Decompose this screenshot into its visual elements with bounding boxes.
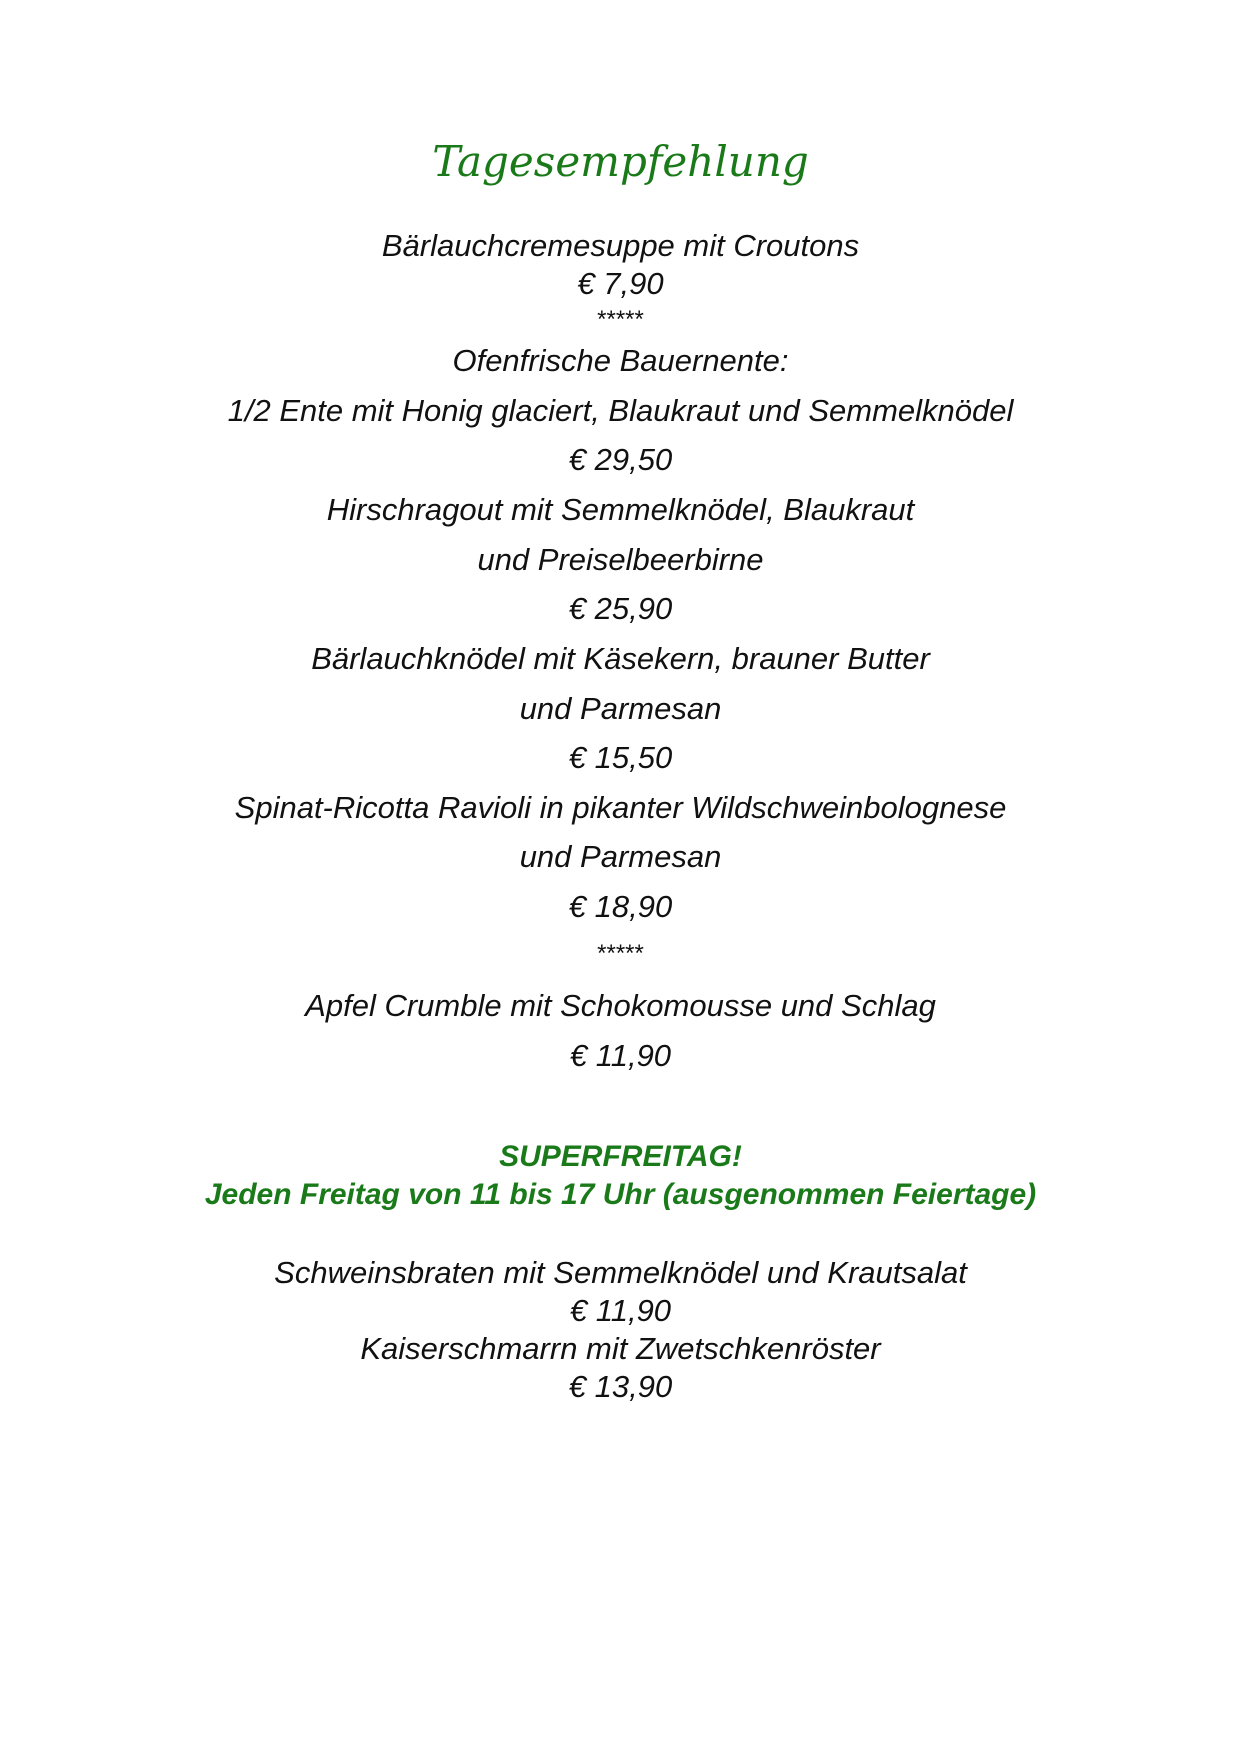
separator-stars: *****	[597, 306, 644, 333]
ravioli-line-2: und Parmesan	[519, 839, 722, 874]
separator-stars: *****	[597, 940, 644, 967]
soup-name: Bärlauchcremesuppe mit Croutons	[381, 228, 860, 263]
dumplings-line-1: Bärlauchknödel mit Käsekern, brauner Butter	[311, 641, 930, 676]
friday-item-price: € 13,90	[568, 1369, 673, 1404]
duck-heading: Ofenfrische Bauernente:	[452, 343, 789, 378]
page-title: Tagesempfehlung	[432, 137, 809, 186]
venison-line-2: und Preiselbeerbirne	[477, 542, 764, 577]
venison-price: € 25,90	[568, 591, 673, 626]
venison-line-1: Hirschragout mit Semmelknödel, Blaukraut	[326, 492, 915, 527]
dessert-name: Apfel Crumble mit Schokomousse und Schlag	[305, 988, 936, 1023]
duck-name: 1/2 Ente mit Honig glaciert, Blaukraut und Semmelknödel	[227, 393, 1014, 428]
friday-item-name: Schweinsbraten mit Semmelknödel und Krautsalat	[274, 1255, 967, 1290]
superfreitag-subheading: Jeden Freitag von 11 bis 17 Uhr (ausgenommen Feiertage)	[204, 1178, 1037, 1211]
ravioli-line-1: Spinat-Ricotta Ravioli in pikanter Wildschweinbolognese	[234, 790, 1007, 825]
friday-item-name: Kaiserschmarrn mit Zwetschkenröster	[360, 1331, 881, 1366]
soup-price: € 7,90	[577, 266, 664, 301]
superfreitag-heading: SUPERFREITAG!	[499, 1140, 742, 1173]
dumplings-price: € 15,50	[568, 740, 673, 775]
duck-price: € 29,50	[568, 442, 673, 477]
dessert-price: € 11,90	[569, 1038, 672, 1073]
dumplings-line-2: und Parmesan	[519, 691, 722, 726]
ravioli-price: € 18,90	[568, 889, 673, 924]
friday-item-price: € 11,90	[569, 1293, 672, 1328]
